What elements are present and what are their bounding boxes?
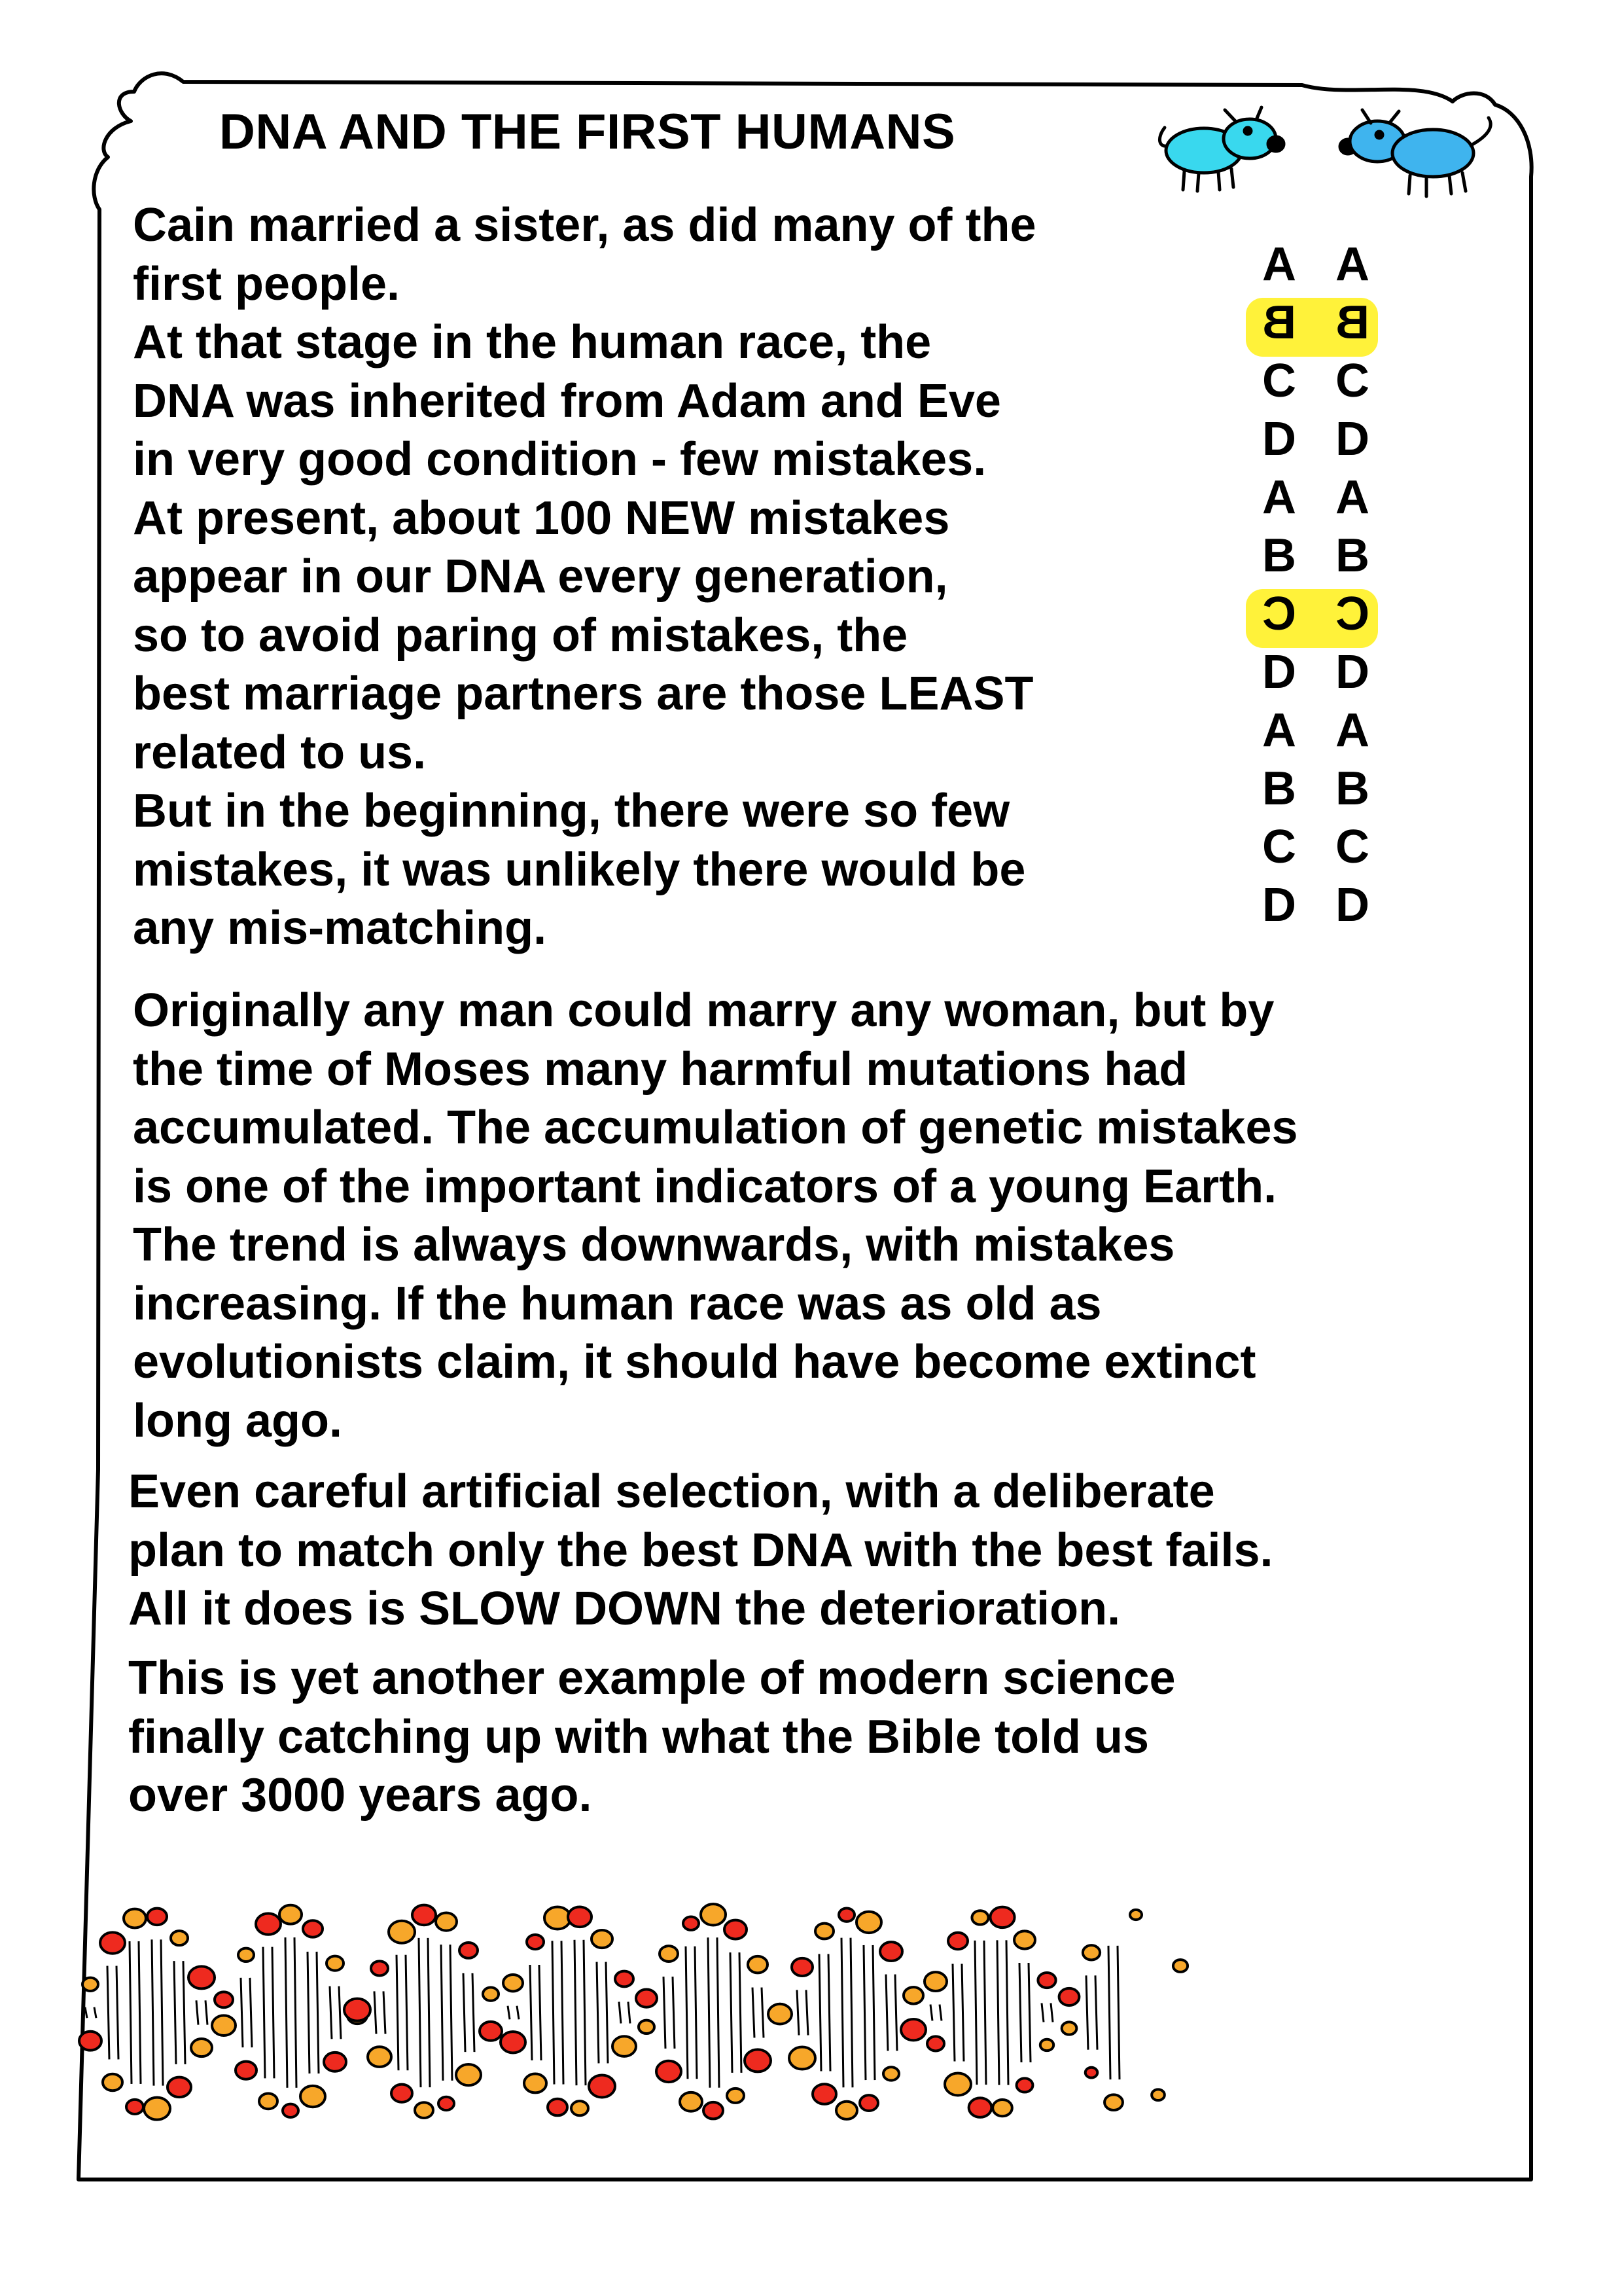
dna-bead [256,1914,281,1935]
gene-letter-right: C [1335,355,1369,407]
dna-bead [1086,2068,1098,2078]
dna-rung [1118,1946,1120,2079]
dna-rung [552,1941,554,2084]
dna-rung [205,2000,207,2024]
dna-bead [456,2064,481,2085]
gene-letter-right: A [1335,238,1369,291]
text-line: increasing. If the human race was as old as [133,1277,1102,1330]
dna-rung [940,2005,942,2021]
intro-paragraph [133,196,1036,958]
text-line: DNA was inherited from Adam and Eve [133,374,1001,427]
gene-letter-right: D [1335,413,1369,465]
gene-letter-right: D [1335,646,1369,698]
dna-rung [517,2006,519,2020]
gene-letter-left: D [1262,646,1296,698]
dna-rung [183,1961,185,2064]
dna-bead [1083,1945,1100,1960]
dna-rung [530,1965,532,2060]
gene-letter-left: D [1262,413,1296,465]
dna-bead [389,1921,415,1943]
text-line: over 3000 years ago. [128,1769,592,1821]
dna-rung [606,1962,608,2064]
gene-letter-left: C [1262,355,1296,407]
text-line: Originally any man could marry any woman, but by [133,984,1275,1037]
dna-bead [789,2047,815,2070]
dna-rung [806,1990,808,2035]
text-line: mistakes, it was unlikely there would be [133,843,1026,896]
dna-rung [272,1947,274,2079]
dna-rung [619,2001,621,2023]
dna-bead [279,1905,302,1924]
dna-rung [339,1986,341,2039]
dna-rung [94,2007,96,2018]
text-line: first people. [133,257,400,310]
gene-pair-highlighted [1256,585,1387,643]
gene-letter-right: C [1335,588,1369,640]
dna-bead [79,2032,101,2051]
gene-letter-right: B [1335,762,1369,815]
dna-bead [1038,1973,1055,1988]
dna-rung [130,1941,132,2084]
text-line: accumulated. The accumulation of genetic mistakes [133,1102,1298,1154]
dna-rung [895,1975,897,2051]
dna-bead [527,1935,544,1949]
gene-pair-highlighted [1256,294,1387,352]
dna-rung [539,1965,541,2060]
dna-bead [1152,2089,1165,2100]
dna-bead [901,2019,926,2040]
gene-letter-left: B [1262,762,1296,815]
text-line: At that stage in the human race, the [133,316,932,368]
dna-rung [285,1937,287,2088]
dna-rung [864,1945,866,2080]
dna-bead [480,2022,502,2041]
dna-rung [317,1952,319,2073]
dna-rung [1086,1975,1088,2049]
dna-bead [883,2067,899,2080]
dna-rung [419,1938,421,2087]
dna-bead [344,1999,370,2021]
gene-letter-left: A [1262,471,1296,524]
dna-bead [612,2036,636,2056]
dna-bead [438,2097,454,2110]
dna-rung [797,1990,799,2035]
dna-rung [997,1940,999,2085]
dna-bead [969,2098,992,2117]
dna-bead [1130,1910,1142,1920]
dna-bead [571,2101,588,2115]
dna-bead [126,2100,143,2114]
dna-bead [589,2075,615,2097]
dna-bead [544,1907,571,1929]
dna-rung [174,1961,176,2064]
text-line: in very good condition - few mistakes. [133,433,987,486]
dna-bead [860,2095,878,2111]
dna-bead [660,1946,678,1962]
dna-rung [663,1977,665,2049]
gene-pair [1256,818,1387,876]
dna-rung [686,1946,688,2079]
gene-pair [1256,410,1387,469]
dna-rung [383,1991,385,2034]
dna-bead [591,1930,612,1948]
dna-bead [748,1956,768,1973]
text-line: The trend is always downwards, with mistakes [133,1219,1175,1271]
dna-bead [371,1961,388,1975]
dna-bead [483,1987,499,2000]
dna-rung [752,1988,754,2038]
dna-rung [406,1955,408,2071]
gene-letter-right: C [1335,821,1369,873]
dna-bead [813,2084,836,2104]
dna-rung [1006,1940,1008,2085]
dna-rung [730,1952,732,2073]
dna-rung [85,2007,87,2018]
dna-rung [828,1954,830,2072]
dna-rung [851,1938,853,2088]
dna-bead [1017,2078,1033,2092]
dna-bead [124,1909,146,1928]
gene-pair [1256,760,1387,818]
gene-letter-right: A [1335,704,1369,757]
dna-rung [1042,2003,1044,2022]
dna-rung [717,1937,719,2087]
dna-bead [948,1933,968,1950]
dna-bead [792,1958,813,1976]
text-line: Cain married a sister, as did many of the [133,199,1036,251]
dna-bead [303,1920,323,1937]
dna-rung [962,1964,964,2062]
dna-rung [1095,1975,1097,2049]
dna-rung [472,1973,474,2052]
dna-bead [191,2039,212,2056]
text-line: is one of the important indicators of a young Earth. [133,1160,1277,1213]
gene-letter-left: A [1262,704,1296,757]
dna-rung [250,1978,252,2047]
text-line: best marriage partners are those LEAST [133,668,1034,720]
text-line: plan to match only the best DNA with the best fails. [128,1524,1273,1577]
text-line: At present, about 100 NEW mistakes [133,492,950,545]
dna-bead [745,2049,771,2072]
dna-bead [568,1907,591,1928]
dna-bead [636,1990,657,2007]
dna-rung [330,1986,332,2039]
gene-pair [1256,702,1387,760]
dna-bead [904,1987,923,2004]
dna-rung [508,2006,510,2020]
gene-letter-left: C [1262,821,1296,873]
dna-bead [639,2020,654,2034]
dna-bead [836,2102,857,2119]
dna-rung [1051,2003,1053,2022]
dna-rung [139,1941,141,2084]
dna-rung [308,1952,309,2073]
gene-pair [1256,527,1387,585]
gene-letter-right: B [1335,529,1369,582]
dna-bead [768,2004,792,2024]
dna-bead [945,2073,971,2095]
gene-letter-right: B [1335,296,1369,349]
dna-rung [628,2001,630,2023]
text-line: All it does is SLOW DOWN the deterioration. [128,1583,1121,1635]
dna-bead [1173,1960,1188,1972]
dna-bead [391,2085,412,2102]
dna-bead [727,2089,744,2103]
gene-letter-left: B [1262,296,1296,349]
dna-bead [990,1907,1014,1928]
gene-letter-left: A [1262,238,1296,291]
text-line: But in the beginning, there were so few [133,785,1010,837]
dna-helix-icon [72,1872,1289,2153]
conclusion-paragraph [128,1649,1176,1825]
dna-rung [241,1978,243,2047]
dna-rung [1019,1963,1021,2062]
gene-letter-left: C [1262,588,1296,640]
dna-rung [428,1938,430,2087]
dna-rung [294,1937,296,2088]
dna-bead [503,1975,523,1992]
dna-rung [161,1939,163,2085]
gene-pair [1256,876,1387,935]
dna-bead [259,2093,277,2109]
text-line: This is yet another example of modern science [128,1652,1176,1704]
dna-bead [147,1909,167,1926]
gene-letter-left: B [1262,529,1296,582]
text-line: evolutionists claim, it should have become extinct [133,1336,1256,1388]
dna-rung [1108,1946,1110,2079]
dna-bead [615,1971,633,1987]
dna-rung [762,1988,764,2038]
dna-rung [873,1945,875,2080]
text-line: finally catching up with what the Bible told us [128,1710,1150,1763]
dna-rung [708,1937,710,2087]
dna-rung [116,1966,118,2060]
dna-rung [463,1973,465,2052]
dna-rung [441,1945,443,2081]
dna-bead [880,1942,902,1961]
text-line: related to us. [133,726,427,779]
dna-rung [152,1939,154,2085]
dna-rung [263,1947,265,2079]
dna-bead [144,2098,170,2120]
dna-bead [82,1978,98,1991]
gene-letter-left: D [1262,879,1296,931]
dna-bead [103,2074,122,2091]
dna-bead [927,2036,944,2051]
gene-pair [1256,352,1387,410]
dna-bead [188,1966,215,1988]
dna-bead [324,2053,346,2072]
page-title: DNA AND THE FIRST HUMANS [219,104,956,160]
dna-rung [574,1940,576,2085]
dna-bead [238,1948,254,1962]
dna-rung [561,1941,563,2084]
dna-bead [300,2086,325,2107]
dna-rung [984,1941,986,2085]
dna-bead [972,1910,988,1924]
dna-bead [656,2061,681,2082]
dna-bead [501,2032,525,2053]
gene-letter-right: D [1335,879,1369,931]
dna-bead [524,2074,546,2093]
dna-bead [168,2077,191,2098]
two-sheep-icon [1152,98,1518,216]
gene-pair [1256,469,1387,527]
dna-bead [368,2047,391,2067]
dna-rung [450,1945,452,2081]
dna-bead [701,1904,726,1925]
gene-pair [1256,643,1387,702]
dna-rung [739,1952,741,2073]
mutations-paragraph [133,982,1298,1450]
dna-bead [1014,1931,1035,1948]
dna-rung [930,2005,932,2021]
dna-rung [975,1941,977,2085]
gene-letter-right: A [1335,471,1369,524]
selection-paragraph [128,1463,1273,1639]
text-line: any mis-matching. [133,902,547,954]
dna-bead [839,1908,855,1921]
dna-bead [703,2102,723,2119]
gene-pair-diagram [1256,236,1387,935]
dna-rung [819,1954,821,2072]
dna-bead [925,1972,947,1991]
dna-rung [397,1955,398,2071]
gene-pair [1256,236,1387,294]
dna-bead [100,1932,125,1953]
text-line: the time of Moses many harmful mutations had [133,1043,1188,1096]
text-line: so to avoid paring of mistakes, the [133,609,908,662]
dna-rung [673,1977,675,2049]
dna-bead [680,2092,702,2111]
dna-rung [584,1940,586,2085]
text-line: Even careful artificial selection, with a deliberate [128,1465,1215,1518]
dna-bead [548,2099,567,2116]
dna-rung [1029,1963,1031,2062]
dna-rung [841,1938,843,2088]
dna-bead [436,1913,457,1931]
dna-rung [374,1991,376,2034]
text-line: long ago. [133,1394,342,1447]
dna-bead [856,1912,881,1933]
dna-rung [695,1946,697,2079]
dna-rung [886,1975,888,2051]
dna-bead [993,2100,1012,2116]
dna-bead [212,2015,236,2036]
dna-bead [215,1992,233,2007]
dna-bead [283,2104,298,2117]
dna-bead [724,1920,747,1939]
dna-bead [1104,2094,1123,2110]
dna-bead [236,2062,256,2079]
dna-rung [953,1964,955,2062]
dna-bead [412,1905,436,1926]
text-line: appear in our DNA every generation, [133,550,948,603]
dna-bead [171,1931,188,1945]
dna-bead [459,1943,478,1958]
dna-bead [1059,1988,1080,2005]
dna-bead [683,1917,699,1930]
dna-bead [815,1924,834,1939]
dna-bead [415,2102,433,2118]
dna-rung [196,2000,198,2024]
dna-bead [1062,2022,1077,2034]
dna-bead [327,1956,344,1971]
dna-bead [1040,2039,1053,2051]
dna-rung [597,1962,599,2064]
dna-rung [107,1966,109,2060]
